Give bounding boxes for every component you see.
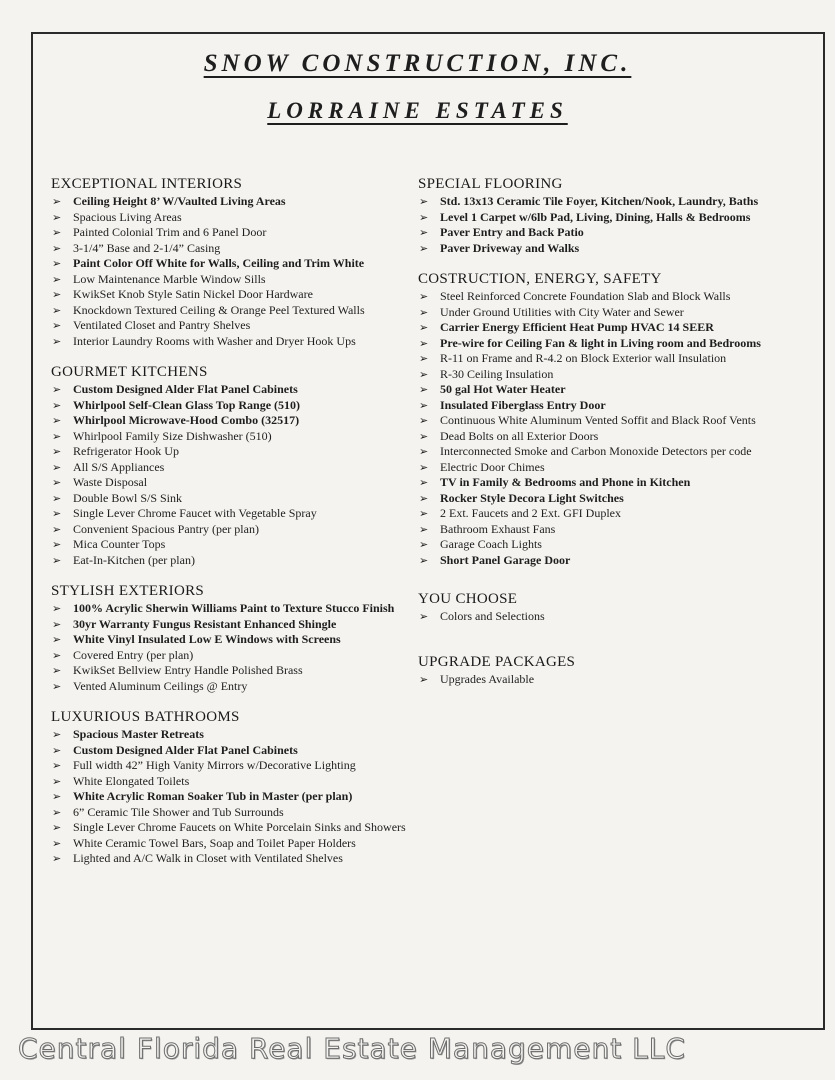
list-item: [418, 460, 818, 476]
list-item-text: Spacious Master Retreats: [73, 727, 204, 741]
section-gourmet-kitchens: [51, 363, 411, 568]
list-item-text: Single Lever Chrome Faucet with Vegetable Spray: [73, 506, 317, 520]
arrow-bullet-icon: ➢: [419, 210, 429, 224]
list-item: [51, 256, 411, 272]
list-item: [51, 648, 411, 664]
arrow-bullet-icon: ➢: [52, 507, 62, 520]
list-item: [51, 475, 411, 491]
feature-list: [51, 194, 411, 349]
arrow-bullet-icon: ➢: [419, 195, 429, 208]
list-item: [51, 491, 411, 507]
list-item: [418, 444, 818, 460]
arrow-bullet-icon: ➢: [52, 491, 62, 505]
section-luxurious-bathrooms: [51, 708, 411, 867]
list-item: [418, 475, 818, 491]
arrow-bullet-icon: ➢: [52, 617, 62, 631]
list-item-text: R-30 Ceiling Insulation: [440, 366, 554, 381]
list-item-text: Spacious Living Areas: [73, 209, 182, 224]
section-heading: GOURMET KITCHENS: [51, 364, 208, 380]
arrow-bullet-icon: ➢: [52, 852, 62, 865]
list-item-text: Dead Bolts on all Exterior Doors: [440, 428, 599, 443]
arrow-bullet-icon: ➢: [52, 821, 62, 834]
arrow-bullet-icon: ➢: [52, 743, 62, 757]
list-item: [51, 537, 411, 553]
list-item-text: Low Maintenance Marble Window Sills: [73, 271, 266, 286]
list-item: [51, 805, 411, 821]
section-upgrade-packages: [418, 653, 818, 688]
list-item-text: Knockdown Textured Ceiling & Orange Peel Textured Walls: [73, 302, 365, 317]
arrow-bullet-icon: ➢: [52, 759, 62, 772]
list-item: [418, 506, 818, 522]
arrow-bullet-icon: ➢: [52, 602, 62, 615]
list-item-text: 100% Acrylic Sherwin Williams Paint to Texture Stucco Finish: [73, 601, 395, 615]
section-special-flooring: [418, 175, 818, 256]
list-item-text: Waste Disposal: [73, 475, 148, 489]
list-item: [51, 632, 411, 648]
list-item: [51, 225, 411, 241]
list-item-text: Under Ground Utilities with City Water and Sewer: [440, 304, 684, 319]
list-item-text: Steel Reinforced Concrete Foundation Slab and Block Walls: [440, 289, 731, 303]
list-item-text: White Elongated Toilets: [73, 773, 190, 788]
list-item: [418, 398, 818, 414]
list-item-text: Paver Driveway and Walks: [440, 240, 580, 255]
list-item-text: Std. 13x13 Ceramic Tile Foyer, Kitchen/Nook, Laundry, Baths: [440, 194, 759, 208]
list-item: [418, 672, 818, 688]
arrow-bullet-icon: ➢: [419, 414, 429, 427]
list-item-text: Covered Entry (per plan): [73, 647, 194, 662]
list-item: [51, 743, 411, 759]
arrow-bullet-icon: ➢: [419, 553, 429, 567]
arrow-bullet-icon: ➢: [419, 460, 429, 474]
section-heading: SPECIAL FLOORING: [418, 176, 563, 192]
list-item-text: Full width 42” High Vanity Mirrors w/Decorative Lighting: [73, 758, 356, 772]
list-item: [51, 318, 411, 334]
arrow-bullet-icon: ➢: [52, 398, 62, 412]
arrow-bullet-icon: ➢: [52, 774, 62, 788]
arrow-bullet-icon: ➢: [52, 522, 62, 536]
arrow-bullet-icon: ➢: [419, 305, 429, 319]
left-column: [51, 175, 411, 867]
list-item: [418, 336, 818, 352]
arrow-bullet-icon: ➢: [419, 336, 429, 350]
list-item-text: Whirlpool Microwave-Hood Combo (32517): [73, 413, 300, 427]
list-item: [51, 398, 411, 414]
feature-list: [418, 672, 818, 688]
list-item-text: Level 1 Carpet w/6lb Pad, Living, Dining, Halls & Bedrooms: [440, 209, 751, 224]
section-exceptional-interiors: [51, 175, 411, 349]
list-item: [418, 305, 818, 321]
list-item-text: Ceiling Height 8’ W/Vaulted Living Areas: [73, 194, 286, 208]
list-item-text: Garage Coach Lights: [440, 537, 542, 551]
feature-list: [51, 601, 411, 694]
arrow-bullet-icon: ➢: [419, 507, 429, 520]
arrow-bullet-icon: ➢: [419, 491, 429, 505]
list-item-text: White Acrylic Roman Soaker Tub in Master (per plan): [73, 789, 353, 803]
list-item: [418, 367, 818, 383]
list-item: [51, 522, 411, 538]
arrow-bullet-icon: ➢: [419, 352, 429, 365]
arrow-bullet-icon: ➢: [52, 414, 62, 427]
list-item: [51, 758, 411, 774]
list-item-text: KwikSet Knob Style Satin Nickel Door Hardware: [73, 287, 313, 301]
list-item: [51, 460, 411, 476]
list-item-text: Painted Colonial Trim and 6 Panel Door: [73, 225, 267, 239]
list-item-text: Single Lever Chrome Faucets on White Porcelain Sinks and Showers: [73, 820, 406, 834]
arrow-bullet-icon: ➢: [52, 257, 62, 270]
list-item: [51, 382, 411, 398]
list-item: [51, 601, 411, 617]
list-item: [51, 851, 411, 867]
list-item: [418, 413, 818, 429]
list-item: [51, 303, 411, 319]
list-item-text: R-11 on Frame and R-4.2 on Block Exterior wall Insulation: [440, 351, 727, 365]
section-stylish-exteriors: [51, 582, 411, 694]
list-item-text: Pre-wire for Ceiling Fan & light in Living room and Bedrooms: [440, 335, 761, 350]
section-you-choose: [418, 590, 818, 625]
list-item: [418, 194, 818, 210]
list-item-text: Double Bowl S/S Sink: [73, 490, 183, 505]
section-heading: UPGRADE PACKAGES: [418, 653, 576, 670]
section-heading: EXCEPTIONAL INTERIORS: [51, 176, 243, 192]
list-item-text: Interconnected Smoke and Carbon Monoxide Detectors per code: [440, 444, 752, 458]
list-item-text: TV in Family & Bedrooms and Phone in Kitchen: [440, 475, 691, 489]
list-item-text: White Vinyl Insulated Low E Windows with Screens: [73, 632, 341, 646]
arrow-bullet-icon: ➢: [52, 226, 62, 239]
list-item: [51, 617, 411, 633]
arrow-bullet-icon: ➢: [419, 445, 429, 458]
list-item: [51, 429, 411, 445]
list-item: [418, 522, 818, 538]
list-item-text: Continuous White Aluminum Vented Soffit and Black Roof Vents: [440, 413, 756, 427]
list-item-text: Whirlpool Family Size Dishwasher (510): [73, 428, 272, 443]
list-item: [51, 727, 411, 743]
list-item-text: White Ceramic Towel Bars, Soap and Toilet Paper Holders: [73, 835, 356, 850]
list-item-text: Carrier Energy Efficient Heat Pump HVAC 14 SEER: [440, 320, 714, 334]
arrow-bullet-icon: ➢: [52, 334, 62, 348]
arrow-bullet-icon: ➢: [419, 610, 429, 623]
list-item: [51, 774, 411, 790]
section-costruction-energy-safety: [418, 270, 818, 568]
arrow-bullet-icon: ➢: [52, 272, 62, 286]
feature-list: [418, 609, 818, 625]
section-heading: STYLISH EXTERIORS: [51, 583, 205, 599]
list-item: [418, 289, 818, 305]
arrow-bullet-icon: ➢: [419, 398, 429, 412]
arrow-bullet-icon: ➢: [52, 241, 62, 255]
list-item: [418, 382, 818, 398]
arrow-bullet-icon: ➢: [52, 648, 62, 662]
list-item-text: All S/S Appliances: [73, 459, 165, 474]
list-item-text: Lighted and A/C Walk in Closet with Ventilated Shelves: [73, 851, 343, 865]
list-item-text: Whirlpool Self-Clean Glass Top Range (510): [73, 397, 301, 412]
arrow-bullet-icon: ➢: [52, 319, 62, 332]
arrow-bullet-icon: ➢: [52, 195, 62, 208]
list-item-text: 3-1/4” Base and 2-1/4” Casing: [73, 240, 221, 255]
arrow-bullet-icon: ➢: [52, 303, 62, 317]
list-item: [51, 194, 411, 210]
list-item-text: Upgrades Available: [440, 671, 535, 686]
list-item-text: Short Panel Garage Door: [440, 552, 571, 567]
arrow-bullet-icon: ➢: [52, 210, 62, 224]
list-item-text: Colors and Selections: [440, 609, 545, 623]
list-item-text: Vented Aluminum Ceilings @ Entry: [73, 678, 248, 693]
arrow-bullet-icon: ➢: [52, 383, 62, 396]
arrow-bullet-icon: ➢: [419, 321, 429, 334]
arrow-bullet-icon: ➢: [52, 728, 62, 741]
section-heading: COSTRUCTION, ENERGY, SAFETY: [418, 271, 662, 287]
arrow-bullet-icon: ➢: [419, 476, 429, 489]
list-item: [418, 241, 818, 257]
list-item: [418, 320, 818, 336]
list-item-text: Ventilated Closet and Pantry Shelves: [73, 318, 251, 332]
list-item: [51, 241, 411, 257]
list-item: [51, 820, 411, 836]
list-item: [51, 553, 411, 569]
list-item: [418, 351, 818, 367]
list-item-text: Paint Color Off White for Walls, Ceiling and Trim White: [73, 256, 365, 270]
arrow-bullet-icon: ➢: [52, 460, 62, 474]
list-item: [418, 537, 818, 553]
list-item-text: Custom Designed Alder Flat Panel Cabinets: [73, 742, 298, 757]
list-item: [418, 210, 818, 226]
arrow-bullet-icon: ➢: [419, 429, 429, 443]
list-item: [51, 334, 411, 350]
feature-list: [51, 727, 411, 867]
arrow-bullet-icon: ➢: [52, 679, 62, 693]
list-item-text: Custom Designed Alder Flat Panel Cabinets: [73, 382, 298, 396]
list-item: [51, 444, 411, 460]
list-item: [51, 679, 411, 695]
arrow-bullet-icon: ➢: [419, 538, 429, 551]
arrow-bullet-icon: ➢: [52, 664, 62, 677]
list-item-text: 50 gal Hot Water Heater: [440, 382, 566, 396]
arrow-bullet-icon: ➢: [52, 836, 62, 850]
watermark-footer: Central Florida Real Estate Management LLC: [18, 1032, 686, 1065]
list-item: [51, 506, 411, 522]
list-item: [418, 553, 818, 569]
list-item: [51, 210, 411, 226]
list-item-text: Interior Laundry Rooms with Washer and Dryer Hook Ups: [73, 333, 356, 348]
list-item: [51, 413, 411, 429]
arrow-bullet-icon: ➢: [419, 241, 429, 255]
arrow-bullet-icon: ➢: [419, 383, 429, 396]
list-item: [51, 789, 411, 805]
list-item-text: Bathroom Exhaust Fans: [440, 521, 556, 536]
list-item: [418, 491, 818, 507]
right-column: [418, 175, 818, 687]
arrow-bullet-icon: ➢: [419, 367, 429, 381]
project-title: LORRAINE ESTATES: [267, 98, 568, 123]
list-item-text: 6” Ceramic Tile Shower and Tub Surrounds: [73, 804, 284, 819]
list-item-text: Convenient Spacious Pantry (per plan): [73, 521, 259, 536]
feature-list: [51, 382, 411, 568]
list-item: [418, 225, 818, 241]
arrow-bullet-icon: ➢: [52, 476, 62, 489]
arrow-bullet-icon: ➢: [419, 672, 429, 686]
section-heading: YOU CHOOSE: [418, 591, 518, 607]
arrow-bullet-icon: ➢: [52, 288, 62, 301]
list-item-text: 2 Ext. Faucets and 2 Ext. GFI Duplex: [440, 506, 621, 520]
list-item-text: Refrigerator Hook Up: [73, 444, 179, 458]
arrow-bullet-icon: ➢: [52, 805, 62, 819]
list-item-text: KwikSet Bellview Entry Handle Polished Brass: [73, 663, 303, 677]
arrow-bullet-icon: ➢: [52, 633, 62, 646]
list-item: [51, 287, 411, 303]
arrow-bullet-icon: ➢: [52, 790, 62, 803]
list-item-text: Electric Door Chimes: [440, 459, 545, 474]
list-item: [51, 836, 411, 852]
list-item-text: 30yr Warranty Fungus Resistant Enhanced Shingle: [73, 616, 337, 631]
arrow-bullet-icon: ➢: [419, 522, 429, 536]
list-item-text: Mica Counter Tops: [73, 537, 166, 551]
list-item: [51, 272, 411, 288]
company-title: SNOW CONSTRUCTION, INC.: [203, 50, 632, 77]
arrow-bullet-icon: ➢: [52, 429, 62, 443]
list-item: [418, 429, 818, 445]
list-item-text: Eat-In-Kitchen (per plan): [73, 552, 195, 567]
arrow-bullet-icon: ➢: [52, 553, 62, 567]
arrow-bullet-icon: ➢: [419, 290, 429, 303]
arrow-bullet-icon: ➢: [52, 445, 62, 458]
list-item-text: Rocker Style Decora Light Switches: [440, 490, 624, 505]
section-heading: LUXURIOUS BATHROOMS: [51, 709, 240, 725]
arrow-bullet-icon: ➢: [52, 538, 62, 551]
list-item-text: Insulated Fiberglass Entry Door: [440, 397, 606, 412]
arrow-bullet-icon: ➢: [419, 226, 429, 239]
list-item: [51, 663, 411, 679]
list-item: [418, 609, 818, 625]
list-item-text: Paver Entry and Back Patio: [440, 225, 584, 239]
feature-list: [418, 289, 818, 568]
feature-list: [418, 194, 818, 256]
